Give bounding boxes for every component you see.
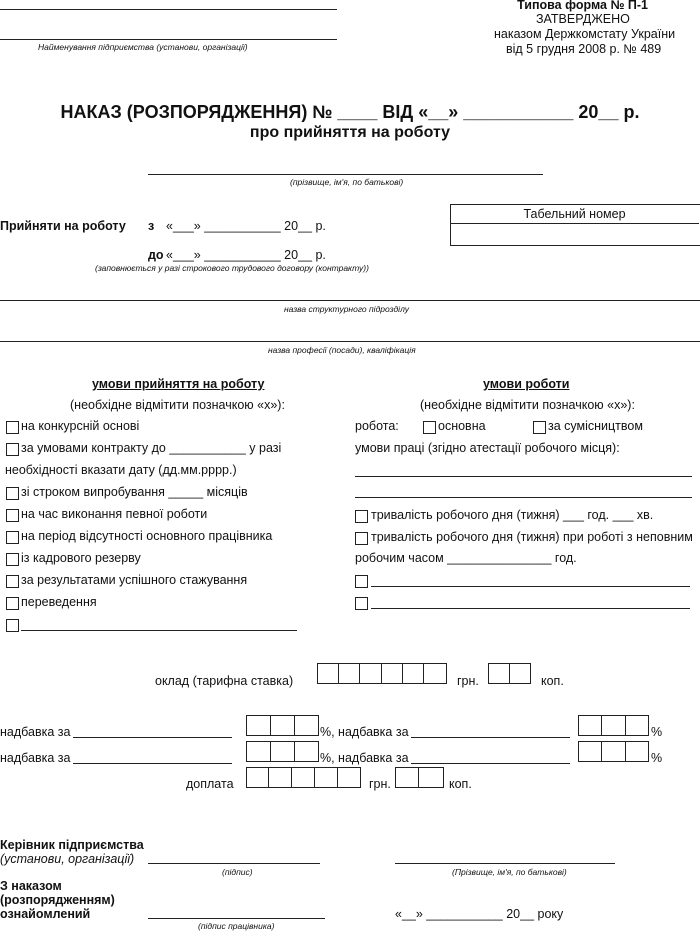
extra-uah-label: грн. <box>369 777 391 791</box>
option-absence: на період відсутності основного працівника <box>21 529 273 543</box>
worker-signature-line[interactable] <box>148 918 325 919</box>
profession-line[interactable] <box>0 341 700 342</box>
part-time-label-1: тривалість робочого дня (тижня) при роботі з неповним <box>371 530 693 544</box>
head-name-caption: (Прізвище, ім'я, по батькові) <box>452 867 567 877</box>
bonus-reason-line-1[interactable] <box>73 737 232 738</box>
bonus-label-1: надбавка за <box>0 725 71 739</box>
bonus-reason-line-4[interactable] <box>411 763 570 764</box>
bonus-pct-dividers-2 <box>578 715 649 736</box>
checkbox-part-time-work[interactable] <box>533 421 546 434</box>
part-time-label-2: робочим часом _______________ год. <box>355 551 577 565</box>
checkbox-specific-work[interactable] <box>6 509 19 522</box>
checkbox-reserve[interactable] <box>6 553 19 566</box>
option-contract-note: необхідності вказати дату (дд.мм.рррр.) <box>5 463 237 477</box>
hire-label: Прийняти на роботу <box>0 219 126 233</box>
checkbox-transfer[interactable] <box>6 597 19 610</box>
checkbox-day-length[interactable] <box>355 510 368 523</box>
option-reserve: із кадрового резерву <box>21 551 141 565</box>
hire-to-note: (заповнюється у разі строкового трудового договору (контракту)) <box>95 263 369 273</box>
head-label-sub: (установи, організації) <box>0 852 135 866</box>
bonus-pct-label-1: %, надбавка за <box>320 725 409 739</box>
day-length-label: тривалість робочого дня (тижня) ___ год. ___ хв. <box>371 508 654 522</box>
left-section-heading: умови прийняття на роботу <box>92 377 265 391</box>
right-section-instruction: (необхідне відмітити позначкою «х»): <box>420 398 635 412</box>
work-conditions-line-2[interactable] <box>355 497 692 498</box>
tab-number-label: Табельний номер <box>523 207 626 221</box>
extra-kop-cells[interactable] <box>395 767 444 788</box>
hire-to-prefix: до <box>148 248 164 262</box>
work-part-label: за сумісництвом <box>548 419 643 433</box>
salary-kop-divider <box>509 663 510 684</box>
checkbox-contract[interactable] <box>6 443 19 456</box>
ack-date[interactable]: «__» ___________ 20__ року <box>395 907 564 921</box>
ack-label-2: (розпорядженням) <box>0 893 115 907</box>
head-label: Керівник підприємства <box>0 838 144 852</box>
bonus-pct-sign-2: % <box>651 725 663 739</box>
option-competition: на конкурсній основі <box>21 419 140 433</box>
ack-label-3: ознайомлений <box>0 907 91 921</box>
head-signature-line[interactable] <box>148 863 320 864</box>
tab-number-divider <box>450 223 699 224</box>
bonus-pct-sign-4: % <box>651 751 663 765</box>
bonus-reason-line-3[interactable] <box>73 763 232 764</box>
hire-from-prefix: з <box>148 219 155 233</box>
ack-label-1: З наказом <box>0 879 62 893</box>
form-type: Типова форма № П-1 <box>517 0 648 12</box>
approved-label: ЗАТВЕРДЖЕНО <box>536 12 630 26</box>
extra-pay-label: доплата <box>186 777 234 791</box>
bonus-reason-line-2[interactable] <box>411 737 570 738</box>
approved-date: від 5 грудня 2008 р. № 489 <box>506 42 662 56</box>
salary-uah-dividers <box>317 663 447 684</box>
approved-by: наказом Держкомстату України <box>494 27 676 41</box>
work-main-label: основна <box>438 419 486 433</box>
option-specific-work: на час виконання певної роботи <box>21 507 208 521</box>
salary-label: оклад (тарифна ставка) <box>155 674 294 688</box>
bonus-pct-dividers-3 <box>246 741 319 762</box>
bonus-pct-dividers-4 <box>578 741 649 762</box>
worker-signature-caption: (підпис працівника) <box>198 921 275 931</box>
tab-number-field[interactable] <box>451 225 698 243</box>
checkbox-part-time-day[interactable] <box>355 532 368 545</box>
extra-kop-divider <box>418 767 419 788</box>
enterprise-line-1[interactable] <box>0 9 337 10</box>
profession-caption: назва професії (посади), кваліфікація <box>268 345 416 355</box>
employee-name-line[interactable] <box>148 174 543 175</box>
option-transfer: переведення <box>21 595 97 609</box>
enterprise-caption: Найменування підприємства (установи, організації) <box>38 42 248 52</box>
right-section-heading: умови роботи <box>483 377 570 391</box>
enterprise-line-2[interactable] <box>0 39 337 40</box>
head-name-line[interactable] <box>395 863 615 864</box>
checkbox-internship[interactable] <box>6 575 19 588</box>
option-contract: за умовами контракту до ___________ у разі <box>21 441 282 455</box>
option-probation: зі строком випробування _____ місяців <box>21 485 248 499</box>
head-signature-caption: (підпис) <box>222 867 253 877</box>
work-conditions-label: умови праці (згідно атестації робочого місця): <box>355 441 620 455</box>
department-line[interactable] <box>0 300 700 301</box>
page-subtitle: про прийняття на роботу <box>249 124 451 141</box>
hire-to-date[interactable]: «___» ___________ 20__ р. <box>166 248 326 262</box>
extra-kop-label: коп. <box>449 777 472 791</box>
other-left-line[interactable] <box>21 630 297 631</box>
other-right-line-1[interactable] <box>371 586 690 587</box>
checkbox-competition[interactable] <box>6 421 19 434</box>
salary-kop-label: коп. <box>541 674 564 688</box>
salary-uah-label: грн. <box>457 674 479 688</box>
employee-name-caption: (прізвище, ім'я, по батькові) <box>290 177 404 187</box>
checkbox-other-left[interactable] <box>6 619 19 632</box>
checkbox-probation[interactable] <box>6 487 19 500</box>
hire-from-date[interactable]: «___» ___________ 20__ р. <box>166 219 326 233</box>
left-section-instruction: (необхідне відмітити позначкою «х»): <box>70 398 285 412</box>
department-caption: назва структурного підрозділу <box>284 304 410 314</box>
bonus-pct-label-3: %, надбавка за <box>320 751 409 765</box>
bonus-label-2: надбавка за <box>0 751 71 765</box>
work-conditions-line-1[interactable] <box>355 476 692 477</box>
other-right-line-2[interactable] <box>371 608 690 609</box>
checkbox-main-work[interactable] <box>423 421 436 434</box>
checkbox-other-right-1[interactable] <box>355 575 368 588</box>
bonus-pct-dividers-1 <box>246 715 319 736</box>
option-internship: за результатами успішного стажування <box>21 573 248 587</box>
checkbox-absence[interactable] <box>6 531 19 544</box>
extra-uah-dividers <box>246 767 361 788</box>
page-title: НАКАЗ (РОЗПОРЯДЖЕННЯ) № ____ ВІД «__» ___________ 20__ р. <box>60 102 640 122</box>
checkbox-other-right-2[interactable] <box>355 597 368 610</box>
work-label: робота: <box>355 419 399 433</box>
